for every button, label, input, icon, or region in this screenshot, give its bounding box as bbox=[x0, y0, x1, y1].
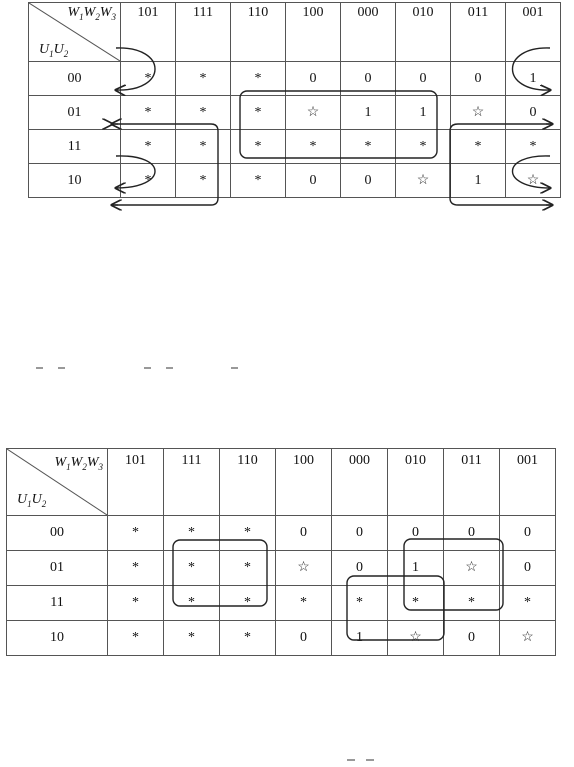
map-cell: * bbox=[231, 62, 286, 96]
map-cell: * bbox=[231, 96, 286, 130]
map-cell: ☆ bbox=[506, 164, 561, 198]
map-cell: 0 bbox=[444, 516, 500, 551]
map-cell: * bbox=[500, 586, 556, 621]
map-cell: ☆ bbox=[500, 621, 556, 656]
table-row bbox=[29, 164, 561, 198]
table-row bbox=[29, 96, 561, 130]
map-cell: * bbox=[164, 586, 220, 621]
map-cell: 1 bbox=[341, 96, 396, 130]
map-cell: 0 bbox=[332, 516, 388, 551]
column-header: 000 bbox=[341, 3, 396, 62]
header-row bbox=[29, 3, 561, 62]
map-cell: 0 bbox=[388, 516, 444, 551]
map-cell: * bbox=[121, 62, 176, 96]
column-header: 011 bbox=[444, 449, 500, 516]
map-cell: 0 bbox=[506, 96, 561, 130]
map-cell: * bbox=[176, 164, 231, 198]
map-cell: * bbox=[220, 586, 276, 621]
column-header: 101 bbox=[121, 3, 176, 62]
map-cell: 1 bbox=[332, 621, 388, 656]
column-header: 011 bbox=[451, 3, 506, 62]
map-cell: * bbox=[231, 164, 286, 198]
table-row bbox=[29, 62, 561, 96]
map-cell: * bbox=[108, 621, 164, 656]
column-header: 000 bbox=[332, 449, 388, 516]
map-cell: * bbox=[121, 164, 176, 198]
overbar-marks bbox=[346, 757, 386, 763]
map-cell: 0 bbox=[286, 62, 341, 96]
map-cell: * bbox=[506, 130, 561, 164]
map-cell: * bbox=[108, 516, 164, 551]
map-cell: ☆ bbox=[276, 551, 332, 586]
map-cell: * bbox=[176, 130, 231, 164]
map-cell: 0 bbox=[276, 621, 332, 656]
table-row bbox=[7, 586, 556, 621]
row-header: 00 bbox=[29, 62, 121, 96]
map-cell: ☆ bbox=[396, 164, 451, 198]
column-header: 001 bbox=[506, 3, 561, 62]
column-header: 110 bbox=[220, 449, 276, 516]
map-cell: 0 bbox=[396, 62, 451, 96]
map-cell: 0 bbox=[444, 621, 500, 656]
column-variables: $W_1W_2W_3$ bbox=[67, 5, 116, 22]
row-header: 11 bbox=[7, 586, 108, 621]
map-cell: 1 bbox=[388, 551, 444, 586]
table-row bbox=[7, 516, 556, 551]
column-header: 110 bbox=[231, 3, 286, 62]
map-cell: * bbox=[332, 586, 388, 621]
table-row bbox=[7, 621, 556, 656]
map-cell: * bbox=[341, 130, 396, 164]
map-cell: 0 bbox=[341, 62, 396, 96]
row-header: 00 bbox=[7, 516, 108, 551]
column-header: 010 bbox=[396, 3, 451, 62]
column-header: 010 bbox=[388, 449, 444, 516]
column-header: 001 bbox=[500, 449, 556, 516]
map-cell: * bbox=[451, 130, 506, 164]
map-cell: 0 bbox=[500, 516, 556, 551]
formula-fragment bbox=[346, 752, 386, 767]
map-cell: 1 bbox=[396, 96, 451, 130]
map-cell: * bbox=[286, 130, 341, 164]
map-cell: * bbox=[388, 586, 444, 621]
table-row bbox=[29, 130, 561, 164]
map-cell: ☆ bbox=[388, 621, 444, 656]
map-cell: * bbox=[444, 586, 500, 621]
map-cell: 0 bbox=[286, 164, 341, 198]
map-cell: 0 bbox=[341, 164, 396, 198]
map-cell: * bbox=[164, 621, 220, 656]
row-header: 10 bbox=[29, 164, 121, 198]
map-cell: ☆ bbox=[444, 551, 500, 586]
row-header: 11 bbox=[29, 130, 121, 164]
map-cell: 0 bbox=[332, 551, 388, 586]
row-header: 01 bbox=[29, 96, 121, 130]
map-cell: * bbox=[121, 96, 176, 130]
column-header: 111 bbox=[164, 449, 220, 516]
karnaugh-map-2 bbox=[6, 448, 556, 656]
row-header: 01 bbox=[7, 551, 108, 586]
table-row bbox=[7, 551, 556, 586]
map-cell: 0 bbox=[276, 516, 332, 551]
map-cell: 0 bbox=[500, 551, 556, 586]
column-variables: $W_1W_2W_3$ bbox=[54, 455, 103, 472]
overbar-marks bbox=[34, 363, 244, 373]
map-cell: * bbox=[108, 586, 164, 621]
map-cell: * bbox=[108, 551, 164, 586]
map-cell: * bbox=[176, 62, 231, 96]
map-cell: * bbox=[121, 130, 176, 164]
map-cell: * bbox=[396, 130, 451, 164]
corner-cell bbox=[29, 3, 121, 62]
map-cell: * bbox=[220, 516, 276, 551]
column-header: 101 bbox=[108, 449, 164, 516]
map-cell: * bbox=[164, 516, 220, 551]
row-header: 10 bbox=[7, 621, 108, 656]
header-row bbox=[7, 449, 556, 516]
map-cell: 0 bbox=[451, 62, 506, 96]
column-header: 111 bbox=[176, 3, 231, 62]
row-variables: $U_1U_2$ bbox=[17, 492, 47, 509]
map-cell: 1 bbox=[451, 164, 506, 198]
column-header: 100 bbox=[276, 449, 332, 516]
map-cell: * bbox=[164, 551, 220, 586]
map-cell: ☆ bbox=[451, 96, 506, 130]
map-cell: 1 bbox=[506, 62, 561, 96]
corner-cell bbox=[7, 449, 108, 516]
map-cell: * bbox=[231, 130, 286, 164]
formula-fragment bbox=[34, 362, 244, 377]
column-header: 100 bbox=[286, 3, 341, 62]
map-cell: ☆ bbox=[286, 96, 341, 130]
map-cell: * bbox=[176, 96, 231, 130]
karnaugh-map-1 bbox=[28, 2, 561, 198]
map-cell: * bbox=[276, 586, 332, 621]
map-cell: * bbox=[220, 551, 276, 586]
row-variables: $U_1U_2$ bbox=[39, 42, 69, 59]
map-cell: * bbox=[220, 621, 276, 656]
